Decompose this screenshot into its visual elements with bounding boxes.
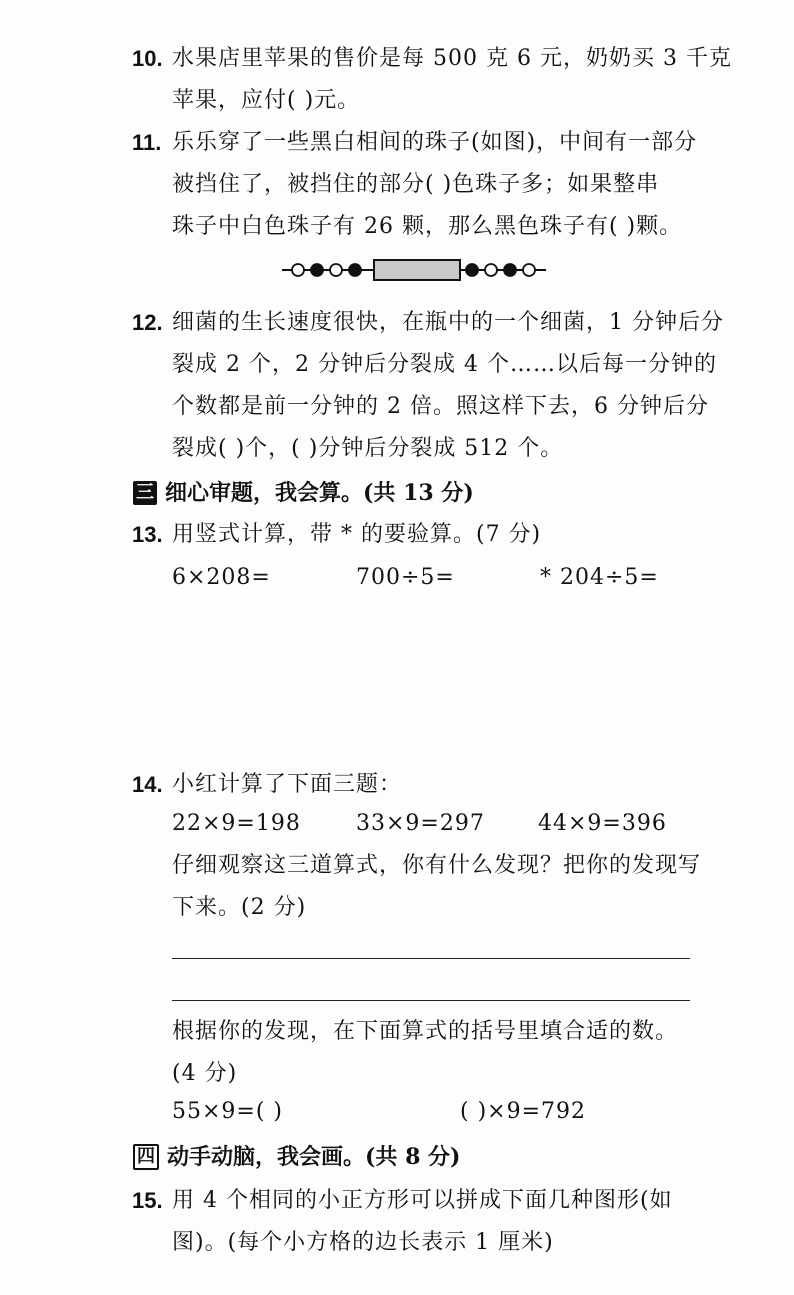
bead-string-figure: [282, 256, 546, 284]
question-text: 水果店里苹果的售价是每 500 克 6 元，奶奶买 3 千克: [172, 46, 732, 71]
question-text: 图)。(每个小方格的边长表示 1 厘米): [172, 1230, 554, 1255]
question-text: (4 分): [172, 1061, 238, 1086]
white-bead: [292, 264, 304, 276]
question-text: 珠子中白色珠子有 26 颗，那么黑色珠子有( )颗。: [172, 214, 683, 239]
fill-in-expression[interactable]: ( )×9=792: [460, 1099, 587, 1124]
question-text: 裂成 2 个，2 分钟后分裂成 4 个……以后每一分钟的: [172, 352, 717, 377]
black-bead: [504, 264, 516, 276]
white-bead: [485, 264, 497, 276]
question-text: 下来。(2 分): [172, 895, 307, 920]
question-text: 根据你的发现，在下面算式的括号里填合适的数。: [172, 1019, 679, 1044]
section-title: 动手动脑，我会画。(共 8 分): [167, 1144, 461, 1170]
section-badge: 三: [133, 481, 157, 505]
question-text: 用竖式计算，带 * 的要验算。(7 分): [172, 522, 542, 547]
expression: 6×208=: [172, 565, 271, 590]
black-bead: [349, 264, 361, 276]
question-number: 13.: [132, 522, 163, 547]
answer-line[interactable]: [172, 1000, 690, 1001]
white-bead: [330, 264, 342, 276]
question-text: 小红计算了下面三题：: [172, 772, 403, 797]
expression: 700÷5=: [356, 565, 455, 590]
question-number: 10.: [132, 46, 163, 71]
question-text: 裂成( )个，( )分钟后分裂成 512 个。: [172, 436, 564, 461]
equation: 22×9=198: [172, 811, 301, 836]
section-heading: [133, 1141, 460, 1172]
fill-in-expression[interactable]: 55×9=( ): [172, 1099, 284, 1124]
black-bead: [466, 264, 478, 276]
answer-line[interactable]: [172, 958, 690, 959]
equation: 44×9=396: [538, 811, 667, 836]
question-number: 15.: [132, 1188, 163, 1213]
question-text: 细菌的生长速度很快，在瓶中的一个细菌，1 分钟后分: [172, 310, 724, 335]
question-number: 14.: [132, 772, 163, 797]
question-text: 被挡住了，被挡住的部分( )色珠子多；如果整串: [172, 172, 660, 197]
question-text: 乐乐穿了一些黑白相间的珠子(如图)，中间有一部分: [172, 130, 698, 155]
section-title: 细心审题，我会算。(共 13 分): [165, 480, 474, 506]
black-bead: [311, 264, 323, 276]
question-number: 11.: [132, 130, 162, 155]
cover-block: [374, 260, 460, 280]
question-text: 苹果，应付( )元。: [172, 88, 361, 113]
question-text: 个数都是前一分钟的 2 倍。照这样下去，6 分钟后分: [172, 394, 709, 419]
equation: 33×9=297: [356, 811, 485, 836]
expression: * 204÷5=: [540, 565, 659, 590]
question-text: 用 4 个相同的小正方形可以拼成下面几种图形(如: [172, 1188, 673, 1213]
section-badge: 四: [133, 1144, 159, 1170]
white-bead: [523, 264, 535, 276]
section-heading: [133, 477, 474, 508]
question-number: 12.: [132, 310, 163, 335]
question-text: 仔细观察这三道算式，你有什么发现？把你的发现写: [172, 853, 702, 878]
